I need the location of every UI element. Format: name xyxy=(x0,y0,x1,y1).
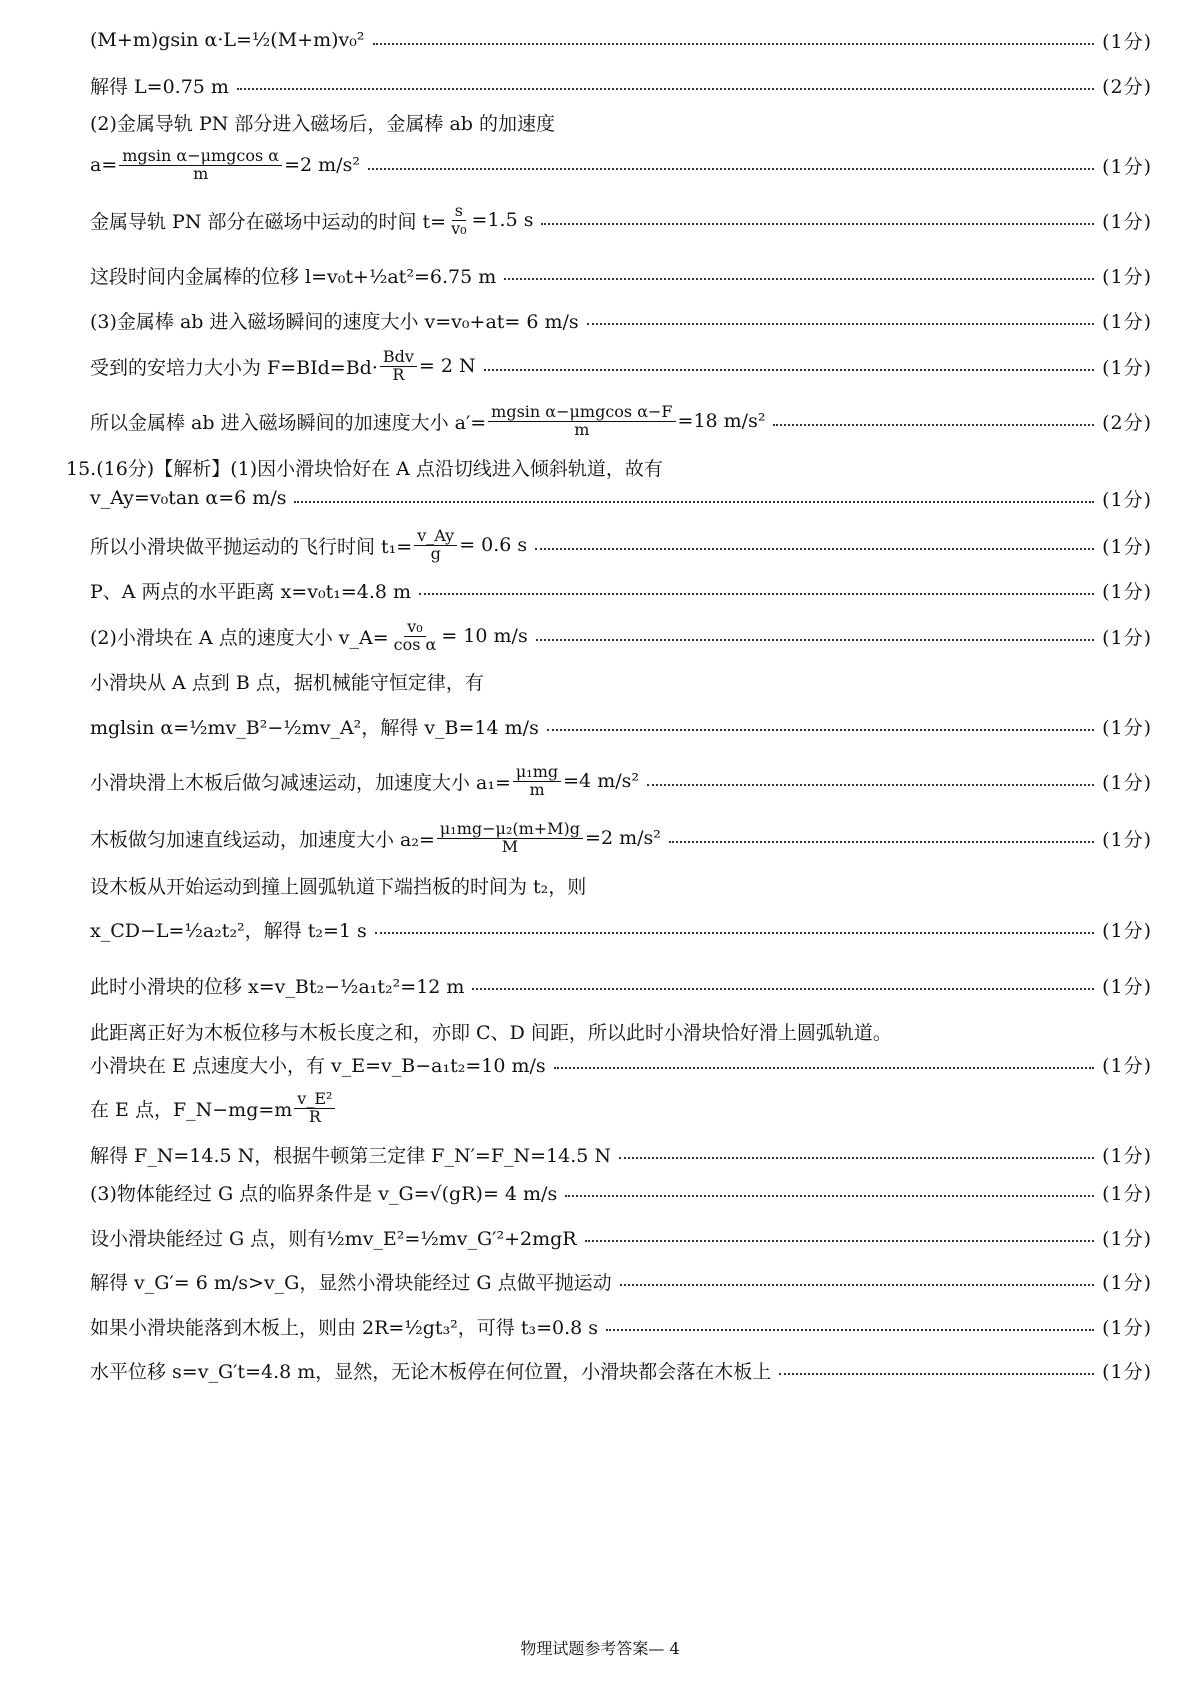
dot-leader xyxy=(620,1284,1094,1286)
fraction-numerator: s xyxy=(452,203,466,221)
line-content xyxy=(90,346,476,384)
score-points: (1分) xyxy=(1102,535,1152,558)
line-content xyxy=(90,29,365,51)
dot-leader xyxy=(587,323,1094,325)
fraction-numerator: v_E² xyxy=(294,1091,335,1109)
line-text-post: = 2 N xyxy=(418,355,476,377)
line-text: 解得 v_G′= 6 m/s>v_G，显然小滑块能经过 G 点做平抛运动 xyxy=(90,1271,612,1294)
line-content xyxy=(90,972,464,999)
fraction-denominator: v₀ xyxy=(451,218,467,238)
line-text: P、A 两点的水平距离 x=v₀t₁=4.8 m xyxy=(90,580,412,603)
line-text-post: =2 m/s² xyxy=(585,827,661,849)
dot-leader xyxy=(375,932,1094,934)
line-text: (2)金属导轨 PN 部分进入磁场后，金属棒 ab 的加速度 xyxy=(90,112,555,135)
answer-line xyxy=(90,399,1152,443)
line-text-pre: 所以小滑块做平抛运动的飞行时间 t₁= xyxy=(90,535,413,558)
line-text-post: = 0.6 s xyxy=(459,534,528,556)
line-content xyxy=(90,616,528,654)
score-points: (1分) xyxy=(1102,626,1152,649)
fraction xyxy=(437,818,583,856)
dot-leader xyxy=(547,729,1094,731)
score-points: (1分) xyxy=(1102,210,1152,233)
line-content xyxy=(90,109,555,136)
answer-line xyxy=(90,1042,1152,1086)
fraction-denominator: m xyxy=(193,163,209,183)
answer-line xyxy=(90,1259,1152,1303)
line-text-pre: a= xyxy=(90,154,118,176)
score-points: (1分) xyxy=(1102,1227,1152,1250)
line-content xyxy=(90,145,360,183)
line-content xyxy=(90,1179,557,1206)
dot-leader xyxy=(541,223,1094,225)
answer-line xyxy=(90,704,1152,748)
score-points: (1分) xyxy=(1102,771,1152,794)
fraction-numerator: v_Ay xyxy=(414,528,457,546)
answer-line xyxy=(90,1304,1152,1348)
answer-line xyxy=(90,18,1152,62)
dot-leader xyxy=(779,1373,1094,1375)
line-content xyxy=(90,1141,611,1168)
fraction-numerator: mgsin α−μmgcos α xyxy=(119,148,282,166)
answer-line xyxy=(90,907,1152,951)
fraction-denominator: cos α xyxy=(393,634,437,654)
fraction xyxy=(380,346,417,384)
fraction xyxy=(391,616,440,654)
line-content xyxy=(90,1051,546,1078)
line-content xyxy=(90,1224,577,1251)
line-content xyxy=(90,713,539,740)
answer-line xyxy=(90,298,1152,342)
line-text-post: =18 m/s² xyxy=(677,410,766,432)
line-text: 设小滑块能经过 G 点，则有½mv_E²=½mv_G′²+2mgR xyxy=(90,1227,577,1250)
line-text: 解得 L=0.75 m xyxy=(90,75,229,98)
answer-line xyxy=(90,963,1152,1007)
line-text-pre: (2)小滑块在 A 点的速度大小 v_A= xyxy=(90,626,389,649)
score-points: (1分) xyxy=(1102,265,1152,288)
answer-line xyxy=(90,1348,1152,1392)
line-content xyxy=(90,916,367,943)
line-text: (3)物体能经过 G 点的临界条件是 v_G=√(gR)= 4 m/s xyxy=(90,1182,558,1205)
score-points: (1分) xyxy=(1102,1271,1152,1294)
line-text: (3)金属棒 ab 进入磁场瞬间的速度大小 v=v₀+at= 6 m/s xyxy=(90,310,579,333)
dot-leader xyxy=(669,841,1094,843)
score-points: (1分) xyxy=(1102,580,1152,603)
dot-leader xyxy=(565,1195,1094,1197)
score-points: (1分) xyxy=(1102,30,1152,53)
line-content xyxy=(90,262,496,289)
dot-leader xyxy=(647,784,1094,786)
line-text-pre: 受到的安培力大小为 F=BId=Bd· xyxy=(90,356,378,379)
line-text: 水平位移 s=v_G′t=4.8 m，显然，无论木板停在何位置，小滑块都会落在木板上 xyxy=(90,1360,772,1383)
score-points: (1分) xyxy=(1102,1144,1152,1167)
line-text-post: =1.5 s xyxy=(471,209,534,231)
dot-leader xyxy=(472,988,1094,990)
score-points: (1分) xyxy=(1102,1360,1152,1383)
score-points: (2分) xyxy=(1102,75,1152,98)
score-points: (1分) xyxy=(1102,488,1152,511)
fraction-numerator: Bdv xyxy=(380,349,417,367)
line-text: 设木板从开始运动到撞上圆弧轨道下端挡板的时间为 t₂，则 xyxy=(90,875,587,898)
score-points: (1分) xyxy=(1102,975,1152,998)
fraction-denominator: m xyxy=(529,779,545,799)
line-content xyxy=(90,1313,598,1340)
fraction xyxy=(119,145,282,183)
line-text-pre: 所以金属棒 ab 进入磁场瞬间的加速度大小 a′= xyxy=(90,411,487,434)
fraction-denominator: R xyxy=(392,364,405,384)
line-content xyxy=(90,761,639,799)
line-content xyxy=(90,72,229,99)
line-text: 小滑块在 E 点速度大小，有 v_E=v_B−a₁t₂=10 m/s xyxy=(90,1054,546,1077)
line-text-pre: 小滑块滑上木板后做匀减速运动，加速度大小 a₁= xyxy=(90,771,511,794)
score-points: (1分) xyxy=(1102,716,1152,739)
answer-line xyxy=(90,198,1152,242)
answer-line xyxy=(90,759,1152,803)
dot-leader xyxy=(504,278,1094,280)
line-content xyxy=(90,487,286,509)
line-content xyxy=(90,307,579,334)
dot-leader xyxy=(237,88,1094,90)
line-text: mglsin α=½mv_B²−½mv_A²，解得 v_B=14 m/s xyxy=(90,716,539,739)
score-points: (1分) xyxy=(1102,1054,1152,1077)
fraction-denominator: M xyxy=(501,836,519,856)
dot-leader xyxy=(773,424,1094,426)
answer-line xyxy=(90,614,1152,658)
fraction-denominator: R xyxy=(308,1106,321,1126)
answer-line xyxy=(90,863,1152,907)
page-footer: 物理试题参考答案— 4 xyxy=(520,1639,680,1658)
line-content xyxy=(90,872,586,899)
line-text: (M+m)gsin α·L=½(M+m)v₀² xyxy=(90,29,365,51)
answer-line xyxy=(90,143,1152,187)
line-content xyxy=(90,200,534,238)
line-content xyxy=(90,525,528,563)
dot-leader xyxy=(554,1067,1094,1069)
dot-leader xyxy=(368,168,1094,170)
fraction xyxy=(488,401,675,439)
line-text-pre: 木板做匀加速直线运动，加速度大小 a₂= xyxy=(90,828,435,851)
line-text-pre: 金属导轨 PN 部分在磁场中运动的时间 t= xyxy=(90,210,447,233)
answer-line xyxy=(90,253,1152,297)
line-text: 如果小滑块能落到木板上，则由 2R=½gt₃²，可得 t₃=0.8 s xyxy=(90,1316,599,1339)
answer-line xyxy=(90,1215,1152,1259)
answer-line xyxy=(90,659,1152,703)
line-content xyxy=(90,818,661,856)
line-text: x_CD−L=½a₂t₂²，解得 t₂=1 s xyxy=(90,919,367,942)
line-content xyxy=(90,1088,337,1126)
line-content xyxy=(90,1018,892,1045)
line-content xyxy=(90,577,411,604)
score-points: (1分) xyxy=(1102,919,1152,942)
score-points: (1分) xyxy=(1102,1182,1152,1205)
dot-leader xyxy=(606,1329,1094,1331)
score-points: (2分) xyxy=(1102,411,1152,434)
line-text: 小滑块从 A 点到 B 点，据机械能守恒定律，有 xyxy=(90,671,484,694)
line-text-post: =2 m/s² xyxy=(284,154,360,176)
fraction-denominator: m xyxy=(574,419,590,439)
line-content xyxy=(90,1268,612,1295)
line-text-post: = 10 m/s xyxy=(441,625,528,647)
fraction-numerator: mgsin α−μmgcos α−F xyxy=(488,404,675,422)
fraction-numerator: v₀ xyxy=(404,619,425,637)
line-text: 解得 F_N=14.5 N，根据牛顿第三定律 F_N′=F_N=14.5 N xyxy=(90,1144,612,1167)
answer-line xyxy=(90,100,1152,144)
dot-leader xyxy=(619,1157,1094,1159)
fraction-denominator: g xyxy=(430,543,441,563)
line-content xyxy=(90,401,766,439)
line-text: 15.(16分)【解析】(1)因小滑块恰好在 A 点沿切线进入倾斜轨道，故有 xyxy=(66,457,663,480)
fraction xyxy=(414,525,457,563)
line-content xyxy=(90,668,484,695)
line-text: 此时小滑块的位移 x=v_Bt₂−½a₁t₂²=12 m xyxy=(90,975,465,998)
line-text-pre: 在 E 点，F_N−mg=m xyxy=(90,1098,293,1121)
score-points: (1分) xyxy=(1102,155,1152,178)
dot-leader xyxy=(585,1240,1094,1242)
line-text-post: =4 m/s² xyxy=(563,770,639,792)
answer-line xyxy=(90,568,1152,612)
fraction-numerator: μ₁mg−μ₂(m+M)g xyxy=(437,821,583,839)
fraction-numerator: μ₁mg xyxy=(513,764,561,782)
answer-line xyxy=(90,1170,1152,1214)
answer-line xyxy=(90,816,1152,860)
answer-line xyxy=(90,1086,1152,1130)
line-text: v_Ay=v₀tan α=6 m/s xyxy=(90,487,287,509)
answer-line xyxy=(90,476,1152,520)
score-points: (1分) xyxy=(1102,310,1152,333)
fraction xyxy=(513,761,561,799)
dot-leader xyxy=(294,501,1094,503)
fraction xyxy=(294,1088,335,1126)
line-text: 这段时间内金属棒的位移 l=v₀t+½at²=6.75 m xyxy=(90,265,497,288)
answer-line xyxy=(90,344,1152,388)
score-points: (1分) xyxy=(1102,1316,1152,1339)
line-text: 此距离正好为木板位移与木板长度之和，亦即 C、D 间距，所以此时小滑块恰好滑上圆弧轨道。 xyxy=(90,1021,892,1044)
dot-leader xyxy=(484,369,1094,371)
dot-leader xyxy=(419,593,1094,595)
dot-leader xyxy=(536,639,1094,641)
score-points: (1分) xyxy=(1102,356,1152,379)
score-points: (1分) xyxy=(1102,828,1152,851)
dot-leader xyxy=(535,548,1094,550)
line-content xyxy=(90,1357,771,1384)
fraction xyxy=(448,200,469,238)
dot-leader xyxy=(373,43,1095,45)
answer-line xyxy=(90,523,1152,567)
